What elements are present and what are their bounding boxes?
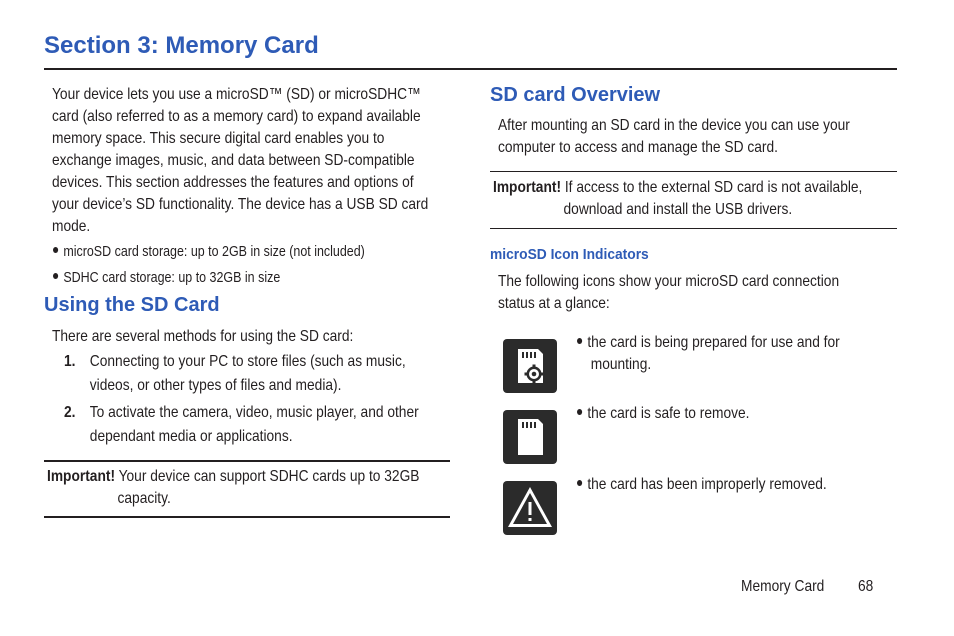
page-title: Section 3: Memory Card bbox=[44, 32, 319, 59]
sd-overview-heading: SD card Overview bbox=[490, 84, 661, 106]
footer-section: Memory Card bbox=[741, 578, 825, 595]
important-note bbox=[47, 466, 443, 510]
bullet-item bbox=[53, 243, 449, 261]
step-text: Connecting to your PC to store files (such as music, bbox=[89, 353, 406, 370]
note-text: capacity. bbox=[117, 490, 171, 507]
step-2 bbox=[64, 401, 460, 449]
intro-line: memory space. This secure digital card enables you to bbox=[52, 130, 385, 147]
note-text: If access to the external SD card is not available, bbox=[564, 179, 863, 196]
indicator-text: mounting. bbox=[590, 356, 652, 373]
note-rule-bottom bbox=[44, 516, 450, 518]
overview-note-rule-top bbox=[490, 171, 897, 172]
intro-line: card (also referred to as a memory card) to expand available bbox=[52, 108, 421, 125]
overview-note-rule-bottom bbox=[490, 228, 897, 229]
step-number: 1. bbox=[64, 353, 76, 370]
important-label: Important! bbox=[47, 468, 116, 485]
indicator-text: the card is being prepared for use and for bbox=[587, 334, 840, 351]
page-number: 68 bbox=[858, 578, 874, 595]
note-text: Your device can support SDHC cards up to 32GB bbox=[118, 468, 420, 485]
using-lead: There are several methods for using the SD card: bbox=[52, 328, 354, 345]
bullet-dot-icon bbox=[577, 338, 582, 344]
sd-card-preparing-icon bbox=[503, 339, 557, 393]
note-text: download and install the USB drivers. bbox=[563, 201, 793, 218]
indicator-item bbox=[577, 474, 904, 496]
intro-line: devices. This section addresses the features and options of bbox=[52, 174, 414, 191]
indicators-line: The following icons show your microSD card connection bbox=[498, 273, 840, 290]
indicators-line: status at a glance: bbox=[498, 295, 610, 312]
step-number: 2. bbox=[64, 404, 76, 421]
sd-card-safe-icon bbox=[503, 410, 557, 464]
bullet-dot-icon bbox=[53, 247, 58, 253]
indicators-intro bbox=[498, 271, 894, 315]
intro-line: mode. bbox=[52, 218, 91, 235]
using-sd-heading: Using the SD Card bbox=[44, 294, 220, 316]
step-text: To activate the camera, video, music player, and other bbox=[89, 404, 419, 421]
intro-line: your device’s SD functionality. The device has a USB SD card bbox=[52, 196, 429, 213]
indicator-item bbox=[577, 332, 904, 376]
bullet-item bbox=[53, 269, 449, 287]
step-text: dependant media or applications. bbox=[89, 428, 293, 445]
indicator-text: the card has been improperly removed. bbox=[587, 476, 827, 493]
note-rule-top bbox=[44, 460, 450, 462]
bullet-dot-icon bbox=[577, 409, 582, 415]
warning-icon bbox=[503, 481, 557, 535]
indicator-text: the card is safe to remove. bbox=[587, 405, 750, 422]
overview-line: computer to access and manage the SD card. bbox=[498, 139, 778, 156]
overview-line: After mounting an SD card in the device you can use your bbox=[498, 117, 850, 134]
overview-important-note bbox=[493, 177, 897, 221]
bullet-dot-icon bbox=[53, 273, 58, 279]
intro-paragraph bbox=[52, 84, 448, 238]
important-label: Important! bbox=[493, 179, 562, 196]
step-text: videos, or other types of files and media). bbox=[89, 377, 342, 394]
bullet-dot-icon bbox=[577, 480, 582, 486]
intro-line: Your device lets you use a microSD™ (SD) or microSDHC™ bbox=[52, 86, 421, 103]
title-rule bbox=[44, 68, 897, 70]
intro-line: exchange images, music, and data between SD-compatible bbox=[52, 152, 415, 169]
indicator-item bbox=[577, 403, 904, 425]
icon-indicators-heading: microSD Icon Indicators bbox=[490, 246, 649, 263]
overview-paragraph bbox=[498, 115, 894, 159]
bullet-text: SDHC card storage: up to 32GB in size bbox=[63, 270, 281, 286]
bullet-text: microSD card storage: up to 2GB in size (not included) bbox=[63, 244, 365, 260]
step-1 bbox=[64, 350, 460, 398]
